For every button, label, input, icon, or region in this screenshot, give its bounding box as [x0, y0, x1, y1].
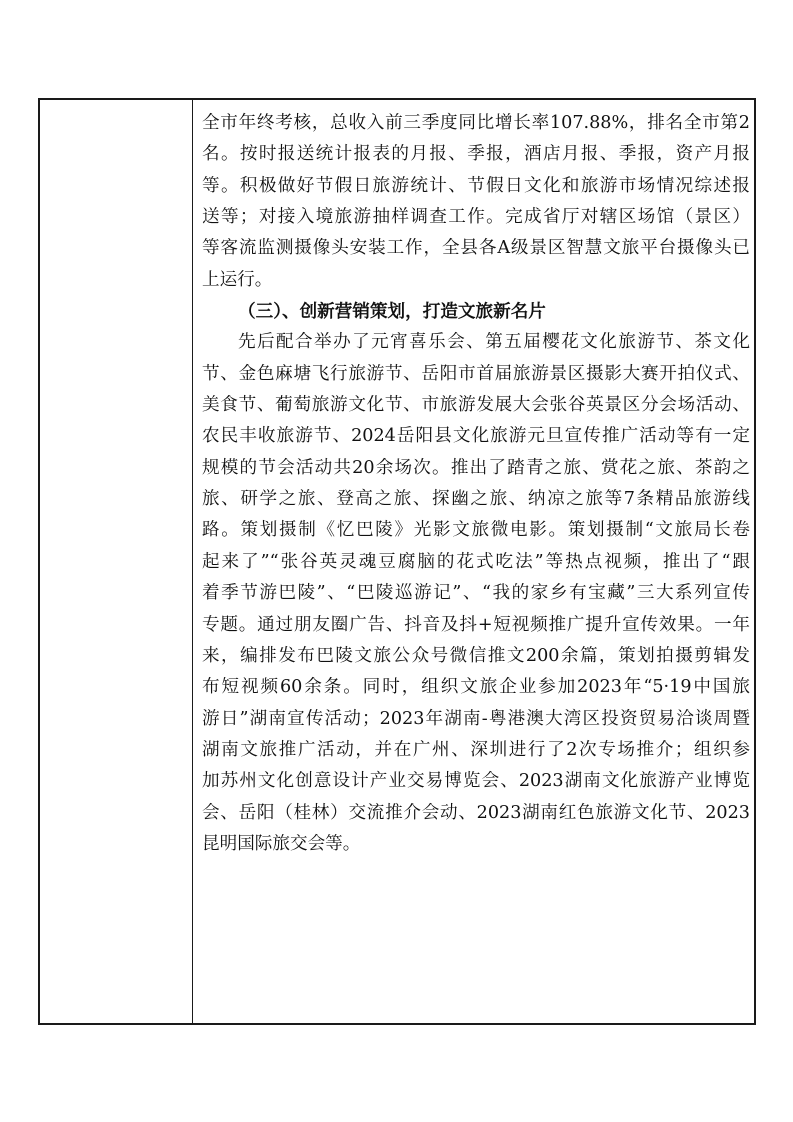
paragraph-line: 规模的节会活动共20余场次。推出了踏青之旅、赏花之旅、茶韵之: [202, 457, 750, 478]
paragraph-line: 旅、研学之旅、登高之旅、探幽之旅、纳凉之旅等7条精品旅游线: [202, 489, 750, 510]
left-label-cell: [40, 100, 192, 1023]
paragraph-line: 全市年终考核，总收入前三季度同比增长率107.88%，排名全市第2: [202, 113, 750, 133]
paragraph-line: 上运行。: [202, 269, 273, 290]
paragraph-line: 游日”湖南宣传活动；2023年湖南-粤港澳大湾区投资贸易洽谈周暨: [202, 708, 750, 729]
paragraph-line: 美食节、葡萄旅游文化节、市旅游发展大会张谷英景区分会场活动、: [202, 395, 750, 416]
paragraph-line: 加苏州文化创意设计产业交易博览会、2023湖南文化旅游产业博览: [202, 771, 750, 792]
column-divider: [192, 100, 193, 1023]
paragraph-line: 等客流监测摄像头安装工作，全县各A级景区智慧文旅平台摄像头已: [202, 238, 750, 259]
paragraph-line: 湖南文旅推广活动，并在广州、深圳进行了2次专场推介；组织参: [202, 739, 750, 760]
table-frame: [38, 98, 756, 1025]
paragraph-line: 起来了”“张谷英灵魂豆腐脑的花式吃法”等热点视频，推出了“跟: [202, 551, 750, 572]
paragraph-line: 昆明国际旅交会等。: [202, 833, 361, 854]
paragraph-line: 名。按时报送统计报表的月报、季报，酒店月报、季报，资产月报: [202, 144, 750, 165]
paragraph-line: 专题。通过朋友圈广告、抖音及抖+短视频推广提升宣传效果。一年: [202, 614, 750, 635]
paragraph-line: 节、金色麻塘飞行旅游节、岳阳市首届旅游景区摄影大赛开拍仪式、: [202, 363, 750, 384]
paragraph-line: 送等；对接入境旅游抽样调查工作。完成省厅对辖区场馆（景区）: [202, 207, 750, 228]
paragraph-line: 农民丰收旅游节、2024岳阳县文化旅游元旦宣传推广活动等有一定: [202, 426, 750, 447]
paragraph-line: 来，编排发布巴陵文旅公众号微信推文200余篇，策划拍摄剪辑发: [202, 645, 750, 666]
paragraph-line: 会、岳阳（桂林）交流推介会动、2023湖南红色旅游文化节、2023: [202, 802, 750, 823]
content-cell: [202, 108, 750, 860]
paragraph-line: 先后配合举办了元宵喜乐会、第五届樱花文化旅游节、茶文化: [238, 332, 750, 353]
paragraph-line: 着季节游巴陵”、“巴陵巡游记”、“我的家乡有宝藏”三大系列宣传: [202, 583, 750, 604]
paragraph-line: 等。积极做好节假日旅游统计、节假日文化和旅游市场情况综述报: [202, 175, 750, 196]
section-heading: （三）、创新营销策划，打造文旅新名片: [238, 301, 546, 323]
paragraph-line: 布短视频60余条。同时，组织文旅企业参加2023年“5·19中国旅: [202, 677, 750, 698]
paragraph-line: 路。策划摄制《忆巴陵》光影文旅微电影。策划摄制“文旅局长卷: [202, 520, 750, 541]
